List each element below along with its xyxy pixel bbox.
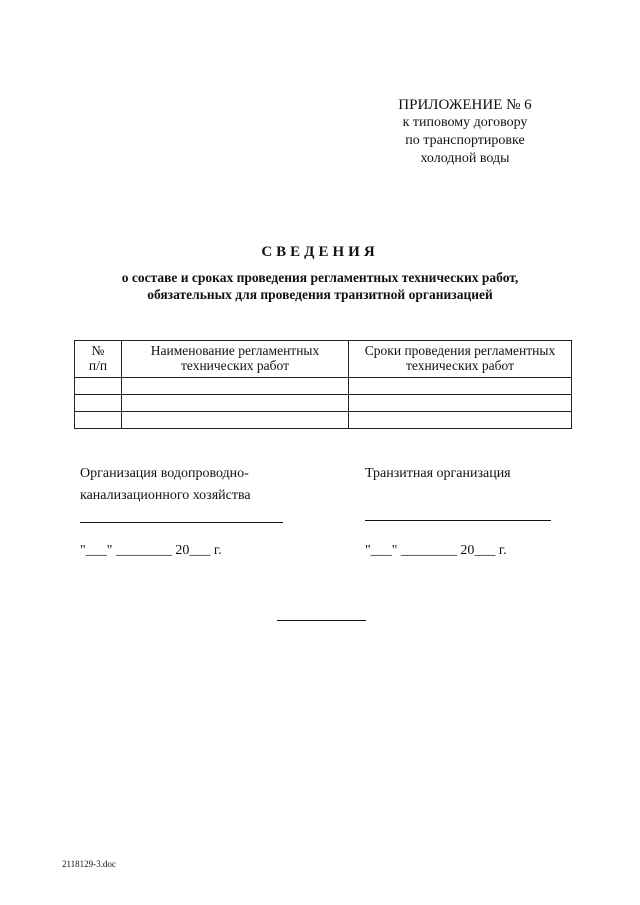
water-utility-date: "___" ________ 20___ г. xyxy=(80,543,222,558)
works-table xyxy=(74,340,572,429)
header-work-name-line-1: Наименование регламентных xyxy=(150,343,320,358)
header-work-name-line-2: технических работ xyxy=(180,358,289,373)
table-row xyxy=(75,378,572,395)
header-number-line-1: № xyxy=(91,343,105,358)
transit-org-signature-line xyxy=(365,520,551,521)
header-number xyxy=(75,341,122,378)
table-header-row xyxy=(75,341,572,378)
transit-org-date: "___" ________ 20___ г. xyxy=(365,543,507,558)
transit-org-line-1: Транзитная организация xyxy=(365,466,511,481)
transit-org-signature-block xyxy=(365,463,605,485)
water-utility-line-1: Организация водопроводно- xyxy=(80,466,249,481)
table-cell xyxy=(75,378,122,395)
header-number-line-2: п/п xyxy=(88,358,108,373)
table-cell xyxy=(122,412,349,429)
header-work-schedule-line-2: технических работ xyxy=(405,358,514,373)
header-work-name xyxy=(122,341,349,378)
header-work-schedule xyxy=(349,341,572,378)
water-utility-signature-line xyxy=(80,522,283,523)
water-utility-signature-block xyxy=(80,463,340,507)
appendix-line-1: к типовому договору xyxy=(402,115,528,130)
appendix-header xyxy=(330,96,600,168)
appendix-line-3: холодной воды xyxy=(420,151,510,166)
table-cell xyxy=(122,378,349,395)
table-cell xyxy=(75,412,122,429)
end-separator-line xyxy=(277,620,366,621)
subtitle-line-2: обязательных для проведения транзитной организацией xyxy=(147,287,493,302)
footer-filename: 2118129-3.doc xyxy=(62,859,116,869)
table-cell xyxy=(349,395,572,412)
table-cell xyxy=(349,378,572,395)
header-work-schedule-line-1: Сроки проведения регламентных xyxy=(364,343,556,358)
table-cell xyxy=(122,395,349,412)
subtitle-line-1: о составе и сроках проведения регламентных технических работ, xyxy=(121,270,519,285)
table-cell xyxy=(349,412,572,429)
appendix-heading: ПРИЛОЖЕНИЕ № 6 xyxy=(398,97,532,113)
document-subtitle xyxy=(60,269,580,303)
water-utility-line-2: канализационного хозяйства xyxy=(80,488,251,503)
table-row xyxy=(75,395,572,412)
document-title: СВЕДЕНИЯ xyxy=(261,244,379,260)
table-row xyxy=(75,412,572,429)
appendix-line-2: по транспортировке xyxy=(405,133,525,148)
table-cell xyxy=(75,395,122,412)
